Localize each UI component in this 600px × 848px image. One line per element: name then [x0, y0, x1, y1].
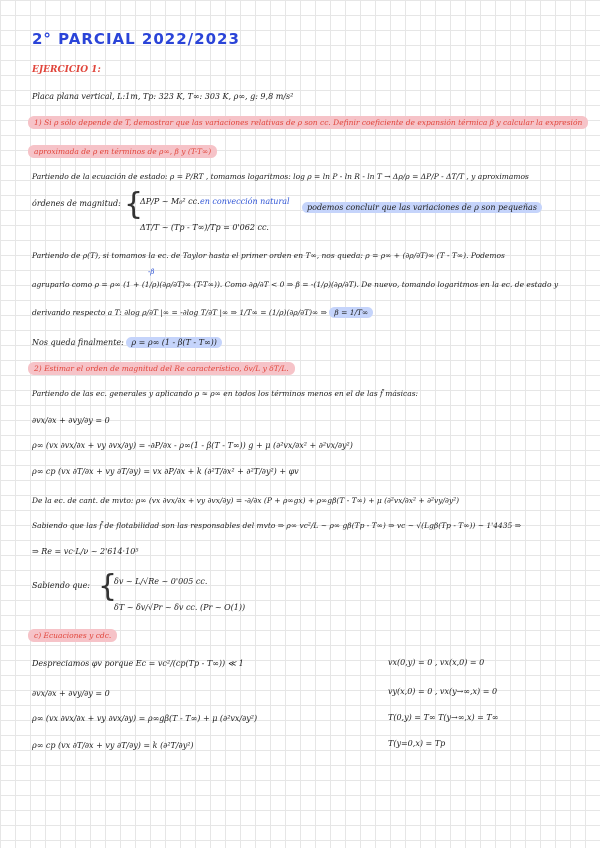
derivation-line-1: Partiendo de la ecuación de estado: ρ = P/RT , tomamos logaritmos: log ρ = ln P - ln R - ln T → Δρ/ρ = ΔP/P - ΔT/T , y aproximamos: [32, 172, 529, 181]
general-equations-intro: Partiendo de las ec. generales y aplicando ρ ≈ ρ∞ en todos los términos menos en el de las f̄ másicas:: [32, 389, 419, 398]
boundary-condition-2: vy(x,0) = 0 , vx(y→∞,x) = 0: [388, 687, 498, 696]
exercise-heading: EJERCICIO 1:: [32, 65, 101, 75]
final-result-line: Nos queda finalmente: ρ = ρ∞ (1 - β(T - T∞)): [32, 337, 222, 348]
continuity-equation-final: ∂vx/∂x + ∂vy/∂y = 0: [32, 689, 110, 698]
velocity-layer-thickness: δv ~ L/√Re ~ 0'005 cc.: [114, 577, 208, 586]
page-title: 2° PARCIAL 2022/2023: [32, 30, 240, 48]
derivation-line-5: derivando respecto a T: ∂log ρ/∂T |∞ = -∂log T/∂T |∞ ⇒ 1/T∞ = (1/ρ)(∂ρ/∂T)∞ ⇒ β = 1/T∞: [32, 307, 373, 318]
question-1: 1) Si ρ sólo depende de T, demostrar que las variaciones relativas de ρ son cc. Definir coeficiente de expansión térmica β y calcular la expresión: [28, 117, 588, 128]
energy-equation-final: ρ∞ cp (vx ∂T/∂x + vy ∂T/∂y) = k (∂²T/∂y²): [32, 741, 194, 750]
energy-equation: ρ∞ cp (vx ∂T/∂x + vy ∂T/∂y) = vx ∂P/∂x + k (∂²T/∂x² + ∂²T/∂y²) + φv: [32, 467, 299, 476]
momentum-equation-final: ρ∞ (vx ∂vx/∂x + vy ∂vx/∂y) = ρ∞gβ(T - T∞) + μ (∂²vx/∂y²): [32, 714, 258, 723]
beta-mark: -β: [148, 268, 155, 276]
brace-icon: {: [98, 569, 118, 604]
brace-icon: {: [124, 187, 144, 222]
boundary-condition-3: T(0,y) = T∞ T(y→∞,x) = T∞: [388, 713, 499, 722]
conclusion-1: podemos concluir que las variaciones de ρ son pequeñas: [302, 202, 542, 213]
continuity-equation: ∂vx/∂x + ∂vy/∂y = 0: [32, 416, 110, 425]
derivation-line-4: agruparlo como ρ = ρ∞ (1 + (1/ρ)(∂ρ/∂T)∞ (T-T∞)). Como ∂ρ/∂T < 0 ⇒ β = -(1/ρ)(∂ρ/∂T). De nuevo, tomando logaritmos en la ec. de estado y: [32, 280, 559, 289]
question-3: c) Ecuaciones y cdc.: [28, 630, 117, 641]
orders-of-magnitude-label: órdenes de magnitud:: [32, 199, 121, 208]
boundary-layer-label: Sabiendo que:: [32, 581, 90, 590]
pressure-ratio: ΔP/P ~ M₀² cc.: [140, 197, 200, 206]
eckert-argument: Despreciamos φv porque Ec = vc²/(cp(Tp - T∞)) ≪ 1: [32, 659, 244, 668]
reynolds-estimate: ⇒ Re = vc·L/ν ~ 2'614·10⁵: [32, 547, 139, 556]
natural-convection-note: en convección natural: [200, 197, 290, 206]
problem-statement: Placa plana vertical, L:1m, Tp: 323 K, T∞: 303 K, ρ∞, g: 9,8 m/s²: [32, 92, 294, 101]
question-1-cont: aproximada de ρ en términos de ρ∞, β y (T-T∞): [28, 146, 217, 157]
question-2: 2) Estimar el orden de magnitud del Re característico, δv/L y δT/L.: [28, 363, 295, 374]
momentum-equation: ρ∞ (vx ∂vx/∂x + vy ∂vx/∂y) = -∂P/∂x - ρ∞(1 - β(T - T∞)) g + μ (∂²vx/∂x² + ∂²vx/∂y²): [32, 441, 353, 450]
derivation-line-3: Partiendo de ρ(T), si tomamos la ec. de Taylor hasta el primer orden en T∞, nos queda: ρ = ρ∞ + (∂ρ/∂T)∞ (T - T∞). Podemos: [32, 251, 505, 260]
thermal-layer-thickness: δT ~ δv/√Pr ~ δv cc. (Pr ~ O(1)): [114, 603, 246, 612]
buoyancy-scaling: Sabiendo que las f̄ de flotabilidad son las responsables del mvto ⇒ ρ∞ vc²/L ~ ρ∞ gβ(Tp - T∞) ⇒ vc ~ √(Lgβ(Tp - T∞)) ~ 1'4435 ⇒: [32, 521, 521, 530]
temperature-ratio: ΔT/T ~ (Tp - T∞)/Tp = 0'062 cc.: [140, 223, 269, 232]
boundary-condition-4: T(y=0,x) = Tp: [388, 739, 446, 748]
boundary-condition-1: vx(0,y) = 0 , vx(x,0) = 0: [388, 658, 485, 667]
momentum-x-equation: De la ec. de cant. de mvto: ρ∞ (vx ∂vx/∂x + vy ∂vx/∂y) = -∂/∂x (P + ρ∞gx) + ρ∞gβ(T - T∞) + μ (∂²vx/∂x² + ∂²vy/∂y²): [32, 496, 460, 505]
